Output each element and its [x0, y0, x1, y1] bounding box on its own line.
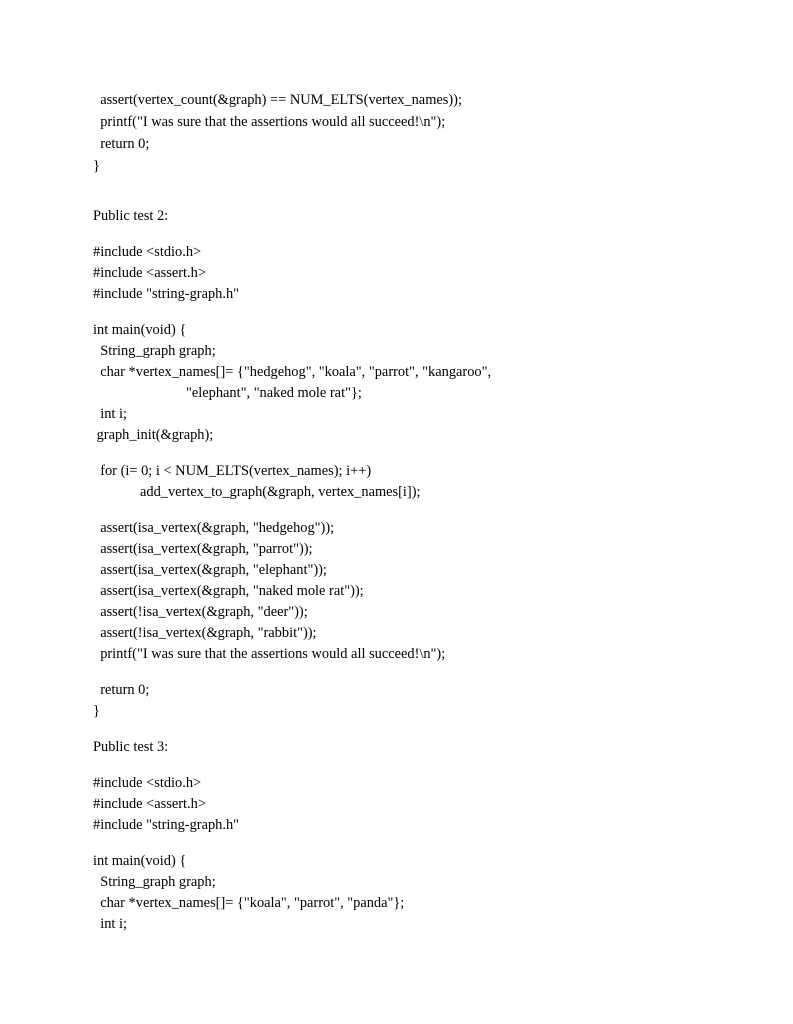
- code-line: }: [93, 158, 100, 174]
- code-line: assert(isa_vertex(&graph, "elephant"));: [93, 562, 327, 578]
- code-line: int main(void) {: [93, 322, 187, 338]
- code-line: #include <assert.h>: [93, 265, 206, 281]
- code-line: String_graph graph;: [93, 874, 216, 890]
- code-line: #include <assert.h>: [93, 796, 206, 812]
- code-line: #include "string-graph.h": [93, 286, 240, 302]
- code-line: #include <stdio.h>: [93, 244, 202, 260]
- code-line: int i;: [93, 916, 127, 932]
- code-line: assert(isa_vertex(&graph, "parrot"));: [93, 541, 313, 557]
- code-line: graph_init(&graph);: [93, 427, 214, 443]
- code-line: "elephant", "naked mole rat"};: [186, 385, 362, 401]
- section-heading: Public test 2:: [93, 208, 169, 224]
- code-line: assert(isa_vertex(&graph, "hedgehog"));: [93, 520, 335, 536]
- code-line: for (i= 0; i < NUM_ELTS(vertex_names); i++): [93, 463, 372, 479]
- code-line: add_vertex_to_graph(&graph, vertex_names[i]);: [140, 484, 421, 500]
- code-line: return 0;: [93, 682, 150, 698]
- code-line: assert(!isa_vertex(&graph, "deer"));: [93, 604, 308, 620]
- section-heading: Public test 3:: [93, 739, 169, 755]
- code-line: int main(void) {: [93, 853, 187, 869]
- code-line: assert(isa_vertex(&graph, "naked mole rat"));: [93, 583, 364, 599]
- code-line: String_graph graph;: [93, 343, 216, 359]
- code-line: printf("I was sure that the assertions would all succeed!\n");: [93, 646, 446, 662]
- code-line: char *vertex_names[]= {"hedgehog", "koala", "parrot", "kangaroo",: [93, 364, 492, 380]
- code-line: assert(!isa_vertex(&graph, "rabbit"));: [93, 625, 317, 641]
- code-line: int i;: [93, 406, 127, 422]
- code-line: #include <stdio.h>: [93, 775, 202, 791]
- code-line: #include "string-graph.h": [93, 817, 240, 833]
- code-line: assert(vertex_count(&graph) == NUM_ELTS(vertex_names));: [93, 92, 462, 108]
- code-line: return 0;: [93, 136, 150, 152]
- code-line: char *vertex_names[]= {"koala", "parrot", "panda"};: [93, 895, 405, 911]
- code-line: }: [93, 703, 100, 719]
- code-line: printf("I was sure that the assertions would all succeed!\n");: [93, 114, 446, 130]
